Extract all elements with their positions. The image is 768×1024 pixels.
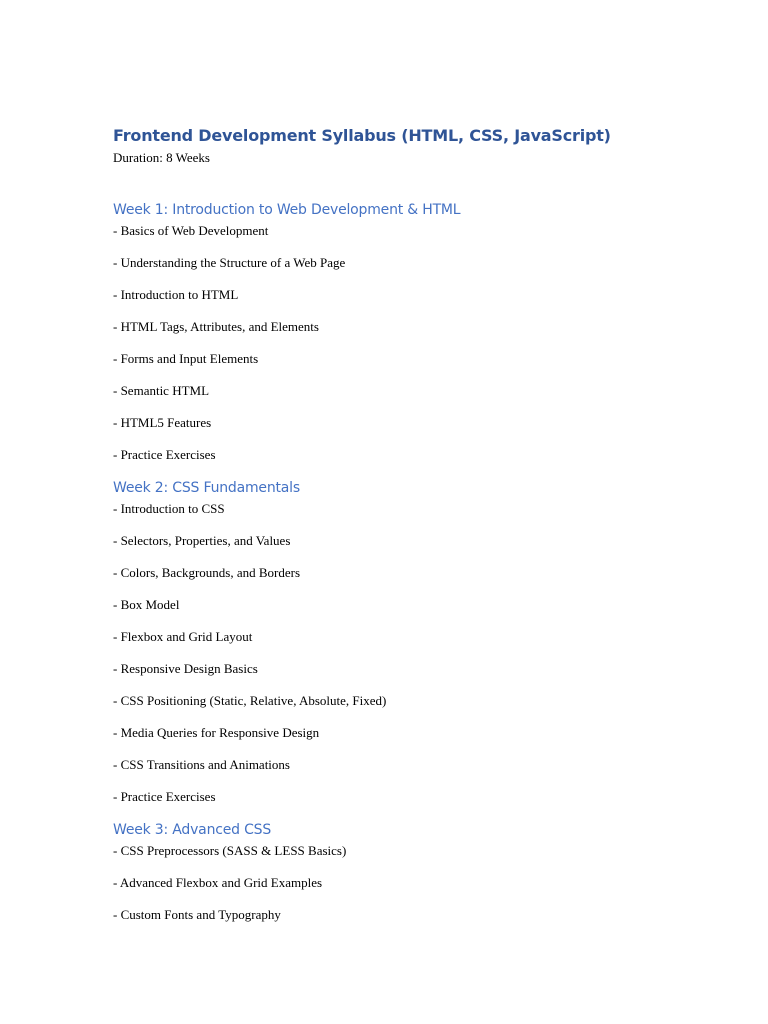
week-2-topic-list xyxy=(113,499,713,807)
list-item: - Selectors, Properties, and Values xyxy=(113,533,291,548)
list-item: - Media Queries for Responsive Design xyxy=(113,725,320,740)
week-3-heading: Week 3: Advanced CSS xyxy=(113,822,272,838)
list-item: - CSS Positioning (Static, Relative, Absolute, Fixed) xyxy=(113,693,387,708)
list-item: - Box Model xyxy=(113,597,180,612)
list-item: - HTML5 Features xyxy=(113,415,212,430)
list-item: - HTML Tags, Attributes, and Elements xyxy=(113,319,319,334)
list-item: - Advanced Flexbox and Grid Examples xyxy=(113,875,323,890)
week-2-heading: Week 2: CSS Fundamentals xyxy=(113,480,300,496)
week-3-topic-list xyxy=(113,841,713,925)
list-item: - Practice Exercises xyxy=(113,447,216,462)
list-item: - Basics of Web Development xyxy=(113,223,269,238)
list-item: - Responsive Design Basics xyxy=(113,661,258,676)
list-item: - Semantic HTML xyxy=(113,383,210,398)
list-item: - Custom Fonts and Typography xyxy=(113,907,281,922)
week-3-section xyxy=(113,819,713,925)
document-title: Frontend Development Syllabus (HTML, CSS, JavaScript) xyxy=(113,126,611,145)
document-page xyxy=(113,124,713,937)
week-1-heading: Week 1: Introduction to Web Development & HTML xyxy=(113,202,461,218)
list-item: - Flexbox and Grid Layout xyxy=(113,629,253,644)
list-item: - Practice Exercises xyxy=(113,789,216,804)
week-1-topic-list xyxy=(113,221,713,465)
list-item: - Introduction to HTML xyxy=(113,287,239,302)
week-2-section xyxy=(113,477,713,807)
list-item: - Understanding the Structure of a Web Page xyxy=(113,255,346,270)
list-item: - Forms and Input Elements xyxy=(113,351,259,366)
duration-text: Duration: 8 Weeks xyxy=(113,150,210,165)
list-item: - Introduction to CSS xyxy=(113,501,225,516)
list-item: - Colors, Backgrounds, and Borders xyxy=(113,565,301,580)
list-item: - CSS Transitions and Animations xyxy=(113,757,290,772)
list-item: - CSS Preprocessors (SASS & LESS Basics) xyxy=(113,843,347,858)
week-1-section xyxy=(113,199,713,465)
